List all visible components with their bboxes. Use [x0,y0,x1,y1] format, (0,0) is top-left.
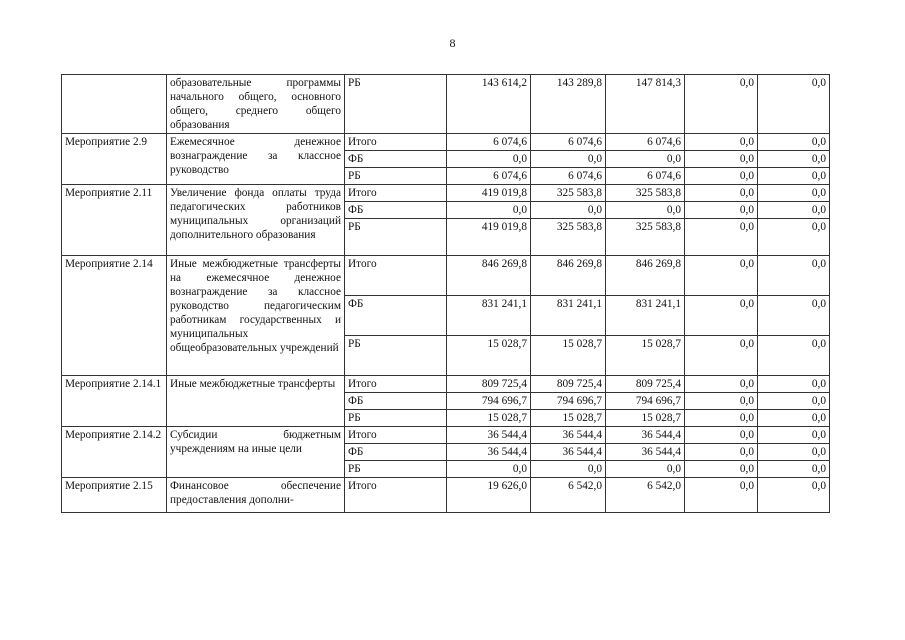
value-cell: 0,0 [758,202,830,219]
measure-cell: Мероприятие 2.11 [62,185,167,256]
funding-source-cell: ФБ [345,393,447,410]
value-cell: 419 019,8 [447,185,531,202]
funding-source-cell: РБ [345,336,447,376]
value-cell: 15 028,7 [531,410,606,427]
table-row [62,185,830,202]
page-number: 8 [449,36,456,50]
value-cell: 36 544,4 [531,444,606,461]
value-cell: 0,0 [531,151,606,168]
value-cell: 0,0 [685,185,758,202]
value-cell: 0,0 [758,134,830,151]
value-cell: 831 241,1 [606,296,685,336]
value-cell: 809 725,4 [606,376,685,393]
funding-source-cell: ФБ [345,202,447,219]
value-cell: 809 725,4 [531,376,606,393]
table-row [62,427,830,444]
value-cell: 0,0 [758,219,830,256]
value-cell: 6 074,6 [531,134,606,151]
value-cell: 36 544,4 [531,427,606,444]
value-cell: 0,0 [685,393,758,410]
funding-source-cell: Итого [345,134,447,151]
value-cell: 0,0 [685,444,758,461]
value-cell: 36 544,4 [606,444,685,461]
table-row [62,376,830,393]
value-cell: 0,0 [758,296,830,336]
value-cell: 6 542,0 [606,478,685,513]
description-cell: Иные межбюджетные трансферты [167,376,345,427]
funding-source-cell: Итого [345,478,447,513]
description-cell: Финансовое обеспечение предоставления дополни- [167,478,345,513]
value-cell: 0,0 [447,202,531,219]
funding-source-cell: Итого [345,256,447,296]
value-cell: 15 028,7 [606,410,685,427]
table-row [62,75,830,134]
value-cell: 15 028,7 [531,336,606,376]
measure-cell: Мероприятие 2.14.1 [62,376,167,427]
measure-cell: Мероприятие 2.9 [62,134,167,185]
value-cell: 0,0 [758,393,830,410]
value-cell: 15 028,7 [606,336,685,376]
value-cell: 143 289,8 [531,75,606,134]
value-cell: 419 019,8 [447,219,531,256]
funding-source-cell: ФБ [345,151,447,168]
table-row [62,256,830,296]
funding-source-cell: Итого [345,376,447,393]
value-cell: 0,0 [685,478,758,513]
funding-source-cell: РБ [345,168,447,185]
value-cell: 809 725,4 [447,376,531,393]
value-cell: 0,0 [531,202,606,219]
value-cell: 325 583,8 [531,219,606,256]
value-cell: 0,0 [685,296,758,336]
value-cell: 0,0 [685,427,758,444]
funding-source-cell: РБ [345,410,447,427]
value-cell: 0,0 [685,410,758,427]
value-cell: 36 544,4 [447,444,531,461]
value-cell: 6 542,0 [531,478,606,513]
value-cell: 0,0 [758,168,830,185]
value-cell: 0,0 [758,75,830,134]
measure-cell: Мероприятие 2.14 [62,256,167,376]
value-cell: 846 269,8 [606,256,685,296]
value-cell: 36 544,4 [447,427,531,444]
value-cell: 0,0 [685,134,758,151]
funding-source-cell: РБ [345,75,447,134]
value-cell: 325 583,8 [606,185,685,202]
value-cell: 0,0 [758,444,830,461]
description-cell: Иные межбюджетные трансферты на ежемесячное денежное вознаграждение за классное руководство педагогическим работникам государственных и муниципальных общеобразовательных учреждений [167,256,345,376]
description-cell: образовательные программы начального общего, основного общего, среднего общего образования [167,75,345,134]
value-cell: 0,0 [758,427,830,444]
measure-cell: Мероприятие 2.15 [62,478,167,513]
funding-source-cell: ФБ [345,296,447,336]
value-cell: 6 074,6 [447,134,531,151]
value-cell: 36 544,4 [606,427,685,444]
value-cell: 0,0 [447,151,531,168]
description-cell: Увеличение фонда оплаты труда педагогических работников муниципальных организаций дополнительного образования [167,185,345,256]
value-cell: 831 241,1 [447,296,531,336]
value-cell: 794 696,7 [531,393,606,410]
value-cell: 0,0 [758,410,830,427]
value-cell: 846 269,8 [447,256,531,296]
table-row [62,134,830,151]
value-cell: 147 814,3 [606,75,685,134]
funding-source-cell: РБ [345,461,447,478]
value-cell: 0,0 [758,151,830,168]
value-cell: 6 074,6 [606,168,685,185]
value-cell: 19 626,0 [447,478,531,513]
value-cell: 794 696,7 [447,393,531,410]
value-cell: 6 074,6 [447,168,531,185]
value-cell: 325 583,8 [531,185,606,202]
value-cell: 0,0 [531,461,606,478]
value-cell: 0,0 [758,256,830,296]
funding-source-cell: РБ [345,219,447,256]
value-cell: 0,0 [685,336,758,376]
value-cell: 0,0 [685,256,758,296]
value-cell: 325 583,8 [606,219,685,256]
table-row [62,478,830,513]
value-cell: 0,0 [758,376,830,393]
measure-cell [62,75,167,134]
value-cell: 846 269,8 [531,256,606,296]
value-cell: 143 614,2 [447,75,531,134]
funding-source-cell: ФБ [345,444,447,461]
value-cell: 0,0 [758,336,830,376]
value-cell: 0,0 [685,75,758,134]
value-cell: 0,0 [606,202,685,219]
value-cell: 0,0 [447,461,531,478]
value-cell: 0,0 [758,461,830,478]
value-cell: 0,0 [685,376,758,393]
funding-source-cell: Итого [345,427,447,444]
budget-table [61,74,830,513]
value-cell: 0,0 [685,151,758,168]
value-cell: 0,0 [758,478,830,513]
value-cell: 794 696,7 [606,393,685,410]
value-cell: 6 074,6 [531,168,606,185]
value-cell: 0,0 [685,168,758,185]
funding-source-cell: Итого [345,185,447,202]
value-cell: 15 028,7 [447,336,531,376]
value-cell: 15 028,7 [447,410,531,427]
value-cell: 0,0 [685,219,758,256]
value-cell: 0,0 [606,461,685,478]
description-cell: Ежемесячное денежное вознаграждение за классное руководство [167,134,345,185]
value-cell: 0,0 [685,461,758,478]
value-cell: 0,0 [685,202,758,219]
description-cell: Субсидии бюджетным учреждениям на иные цели [167,427,345,478]
value-cell: 6 074,6 [606,134,685,151]
value-cell: 831 241,1 [531,296,606,336]
value-cell: 0,0 [758,185,830,202]
value-cell: 0,0 [606,151,685,168]
measure-cell: Мероприятие 2.14.2 [62,427,167,478]
